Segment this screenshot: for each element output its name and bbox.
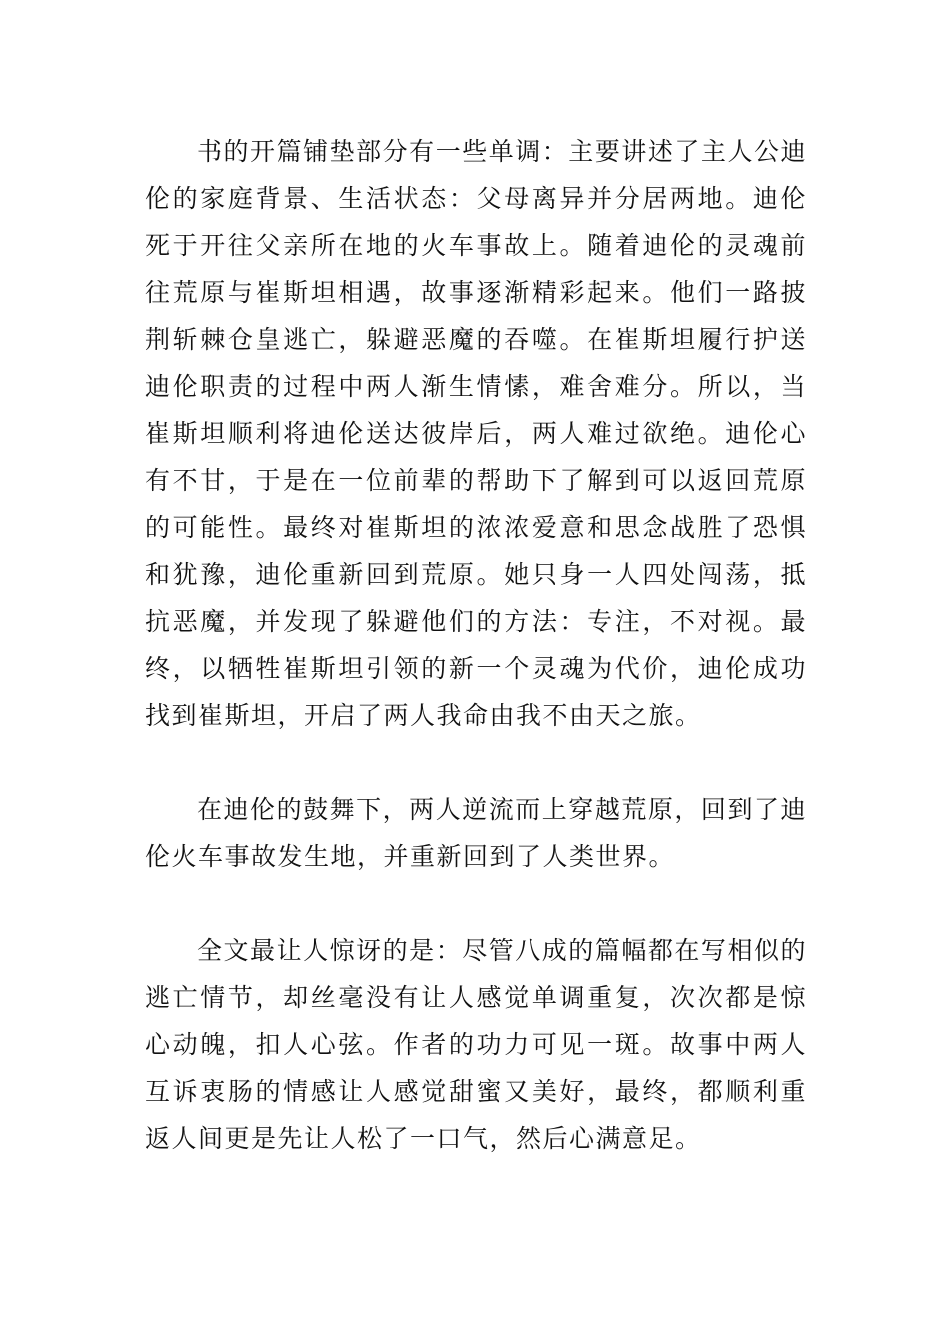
paragraph-1: 书的开篇铺垫部分有一些单调：主要讲述了主人公迪伦的家庭背景、生活状态：父母离异并分居两地。迪伦死于开往父亲所在地的火车事故上。随着迪伦的灵魂前往荒原与崔斯坦相遇，故事逐渐精彩起来。他们一路披荆斩棘仓皇逃亡，躲避恶魔的吞噬。在崔斯坦履行护送迪伦职责的过程中两人渐生情愫，难舍难分。所以，当崔斯坦顺利将迪伦送达彼岸后，两人难过欲绝。迪伦心有不甘，于是在一位前辈的帮助下了解到可以返回荒原的可能性。最终对崔斯坦的浓浓爱意和思念战胜了恐惧和犹豫，迪伦重新回到荒原。她只身一人四处闯荡，抵抗恶魔，并发现了躲避他们的方法：专注，不对视。最终，以牺牲崔斯坦引领的新一个灵魂为代价，迪伦成功找到崔斯坦，开启了两人我命由我不由天之旅。: [145, 137, 807, 730]
paragraph-2: 在迪伦的鼓舞下，两人逆流而上穿越荒原，回到了迪伦火车事故发生地，并重新回到了人类世界。: [145, 795, 807, 871]
document-body: [145, 128, 807, 1162]
paragraph-3: 全文最让人惊讶的是：尽管八成的篇幅都在写相似的逃亡情节，却丝毫没有让人感觉单调重复，次次都是惊心动魄，扣人心弦。作者的功力可见一斑。故事中两人互诉衷肠的情感让人感觉甜蜜又美好，最终，都顺利重返人间更是先让人松了一口气，然后心满意足。: [145, 936, 807, 1153]
